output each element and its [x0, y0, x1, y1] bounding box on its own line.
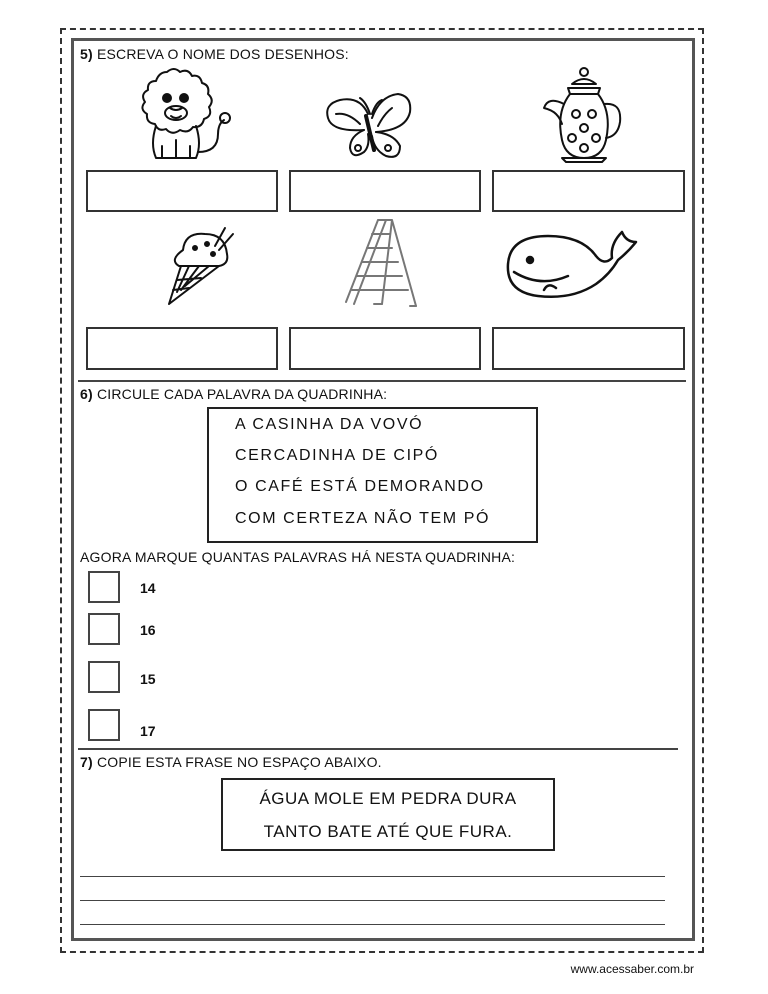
whale-icon: [500, 226, 638, 302]
option-label: 17: [140, 723, 156, 739]
lion-icon: [122, 66, 232, 164]
section-divider: [78, 380, 686, 382]
question-6-title: [80, 386, 387, 402]
question-5-number: 5): [80, 46, 93, 62]
verse-line: A CASINHA DA VOVÓ: [235, 416, 424, 433]
question-5-text: ESCREVA O NOME DOS DESENHOS:: [96, 46, 349, 62]
phrase-line: ÁGUA MOLE EM PEDRA DURA: [259, 789, 517, 808]
question-6-number: 6): [80, 386, 93, 402]
question-5-title: [80, 46, 349, 62]
option-label: 16: [140, 622, 156, 638]
butterfly-icon: [322, 90, 414, 162]
footer-url: www.acessaber.com.br: [570, 962, 694, 976]
option-checkbox-15[interactable]: [88, 661, 120, 693]
phrase-box: [221, 778, 555, 851]
option-checkbox-16[interactable]: [88, 613, 120, 645]
writing-line[interactable]: [80, 876, 665, 877]
ice-cream-cone-icon: [155, 220, 245, 310]
question-7-number: 7): [80, 754, 93, 770]
question-6-text: CIRCULE CADA PALAVRA DA QUADRINHA:: [96, 386, 388, 402]
answer-box-teapot[interactable]: [492, 170, 685, 212]
count-question: AGORA MARQUE QUANTAS PALAVRAS HÁ NESTA QUADRINHA:: [80, 549, 516, 565]
verse-line: O CAFÉ ESTÁ DEMORANDO: [235, 478, 485, 495]
phrase-line: TANTO BATE ATÉ QUE FURA.: [263, 822, 513, 841]
option-checkbox-17[interactable]: [88, 709, 120, 741]
question-7-text: COPIE ESTA FRASE NO ESPAÇO ABAIXO.: [96, 754, 382, 770]
question-7-title: [80, 754, 382, 770]
teapot-icon: [538, 66, 628, 164]
answer-box-ice-cream[interactable]: [86, 327, 278, 370]
option-label: 14: [140, 580, 156, 596]
answer-box-whale[interactable]: [492, 327, 685, 370]
answer-box-butterfly[interactable]: [289, 170, 481, 212]
verse-box: [207, 407, 538, 543]
writing-line[interactable]: [80, 900, 665, 901]
section-divider: [78, 748, 678, 750]
option-label: 15: [140, 671, 156, 687]
verse-line: CERCADINHA DE CIPÓ: [235, 447, 439, 464]
answer-box-lion[interactable]: [86, 170, 278, 212]
ladder-icon: [342, 216, 428, 308]
writing-line[interactable]: [80, 924, 665, 925]
answer-box-ladder[interactable]: [289, 327, 481, 370]
verse-line: COM CERTEZA NÃO TEM PÓ: [235, 510, 491, 527]
option-checkbox-14[interactable]: [88, 571, 120, 603]
